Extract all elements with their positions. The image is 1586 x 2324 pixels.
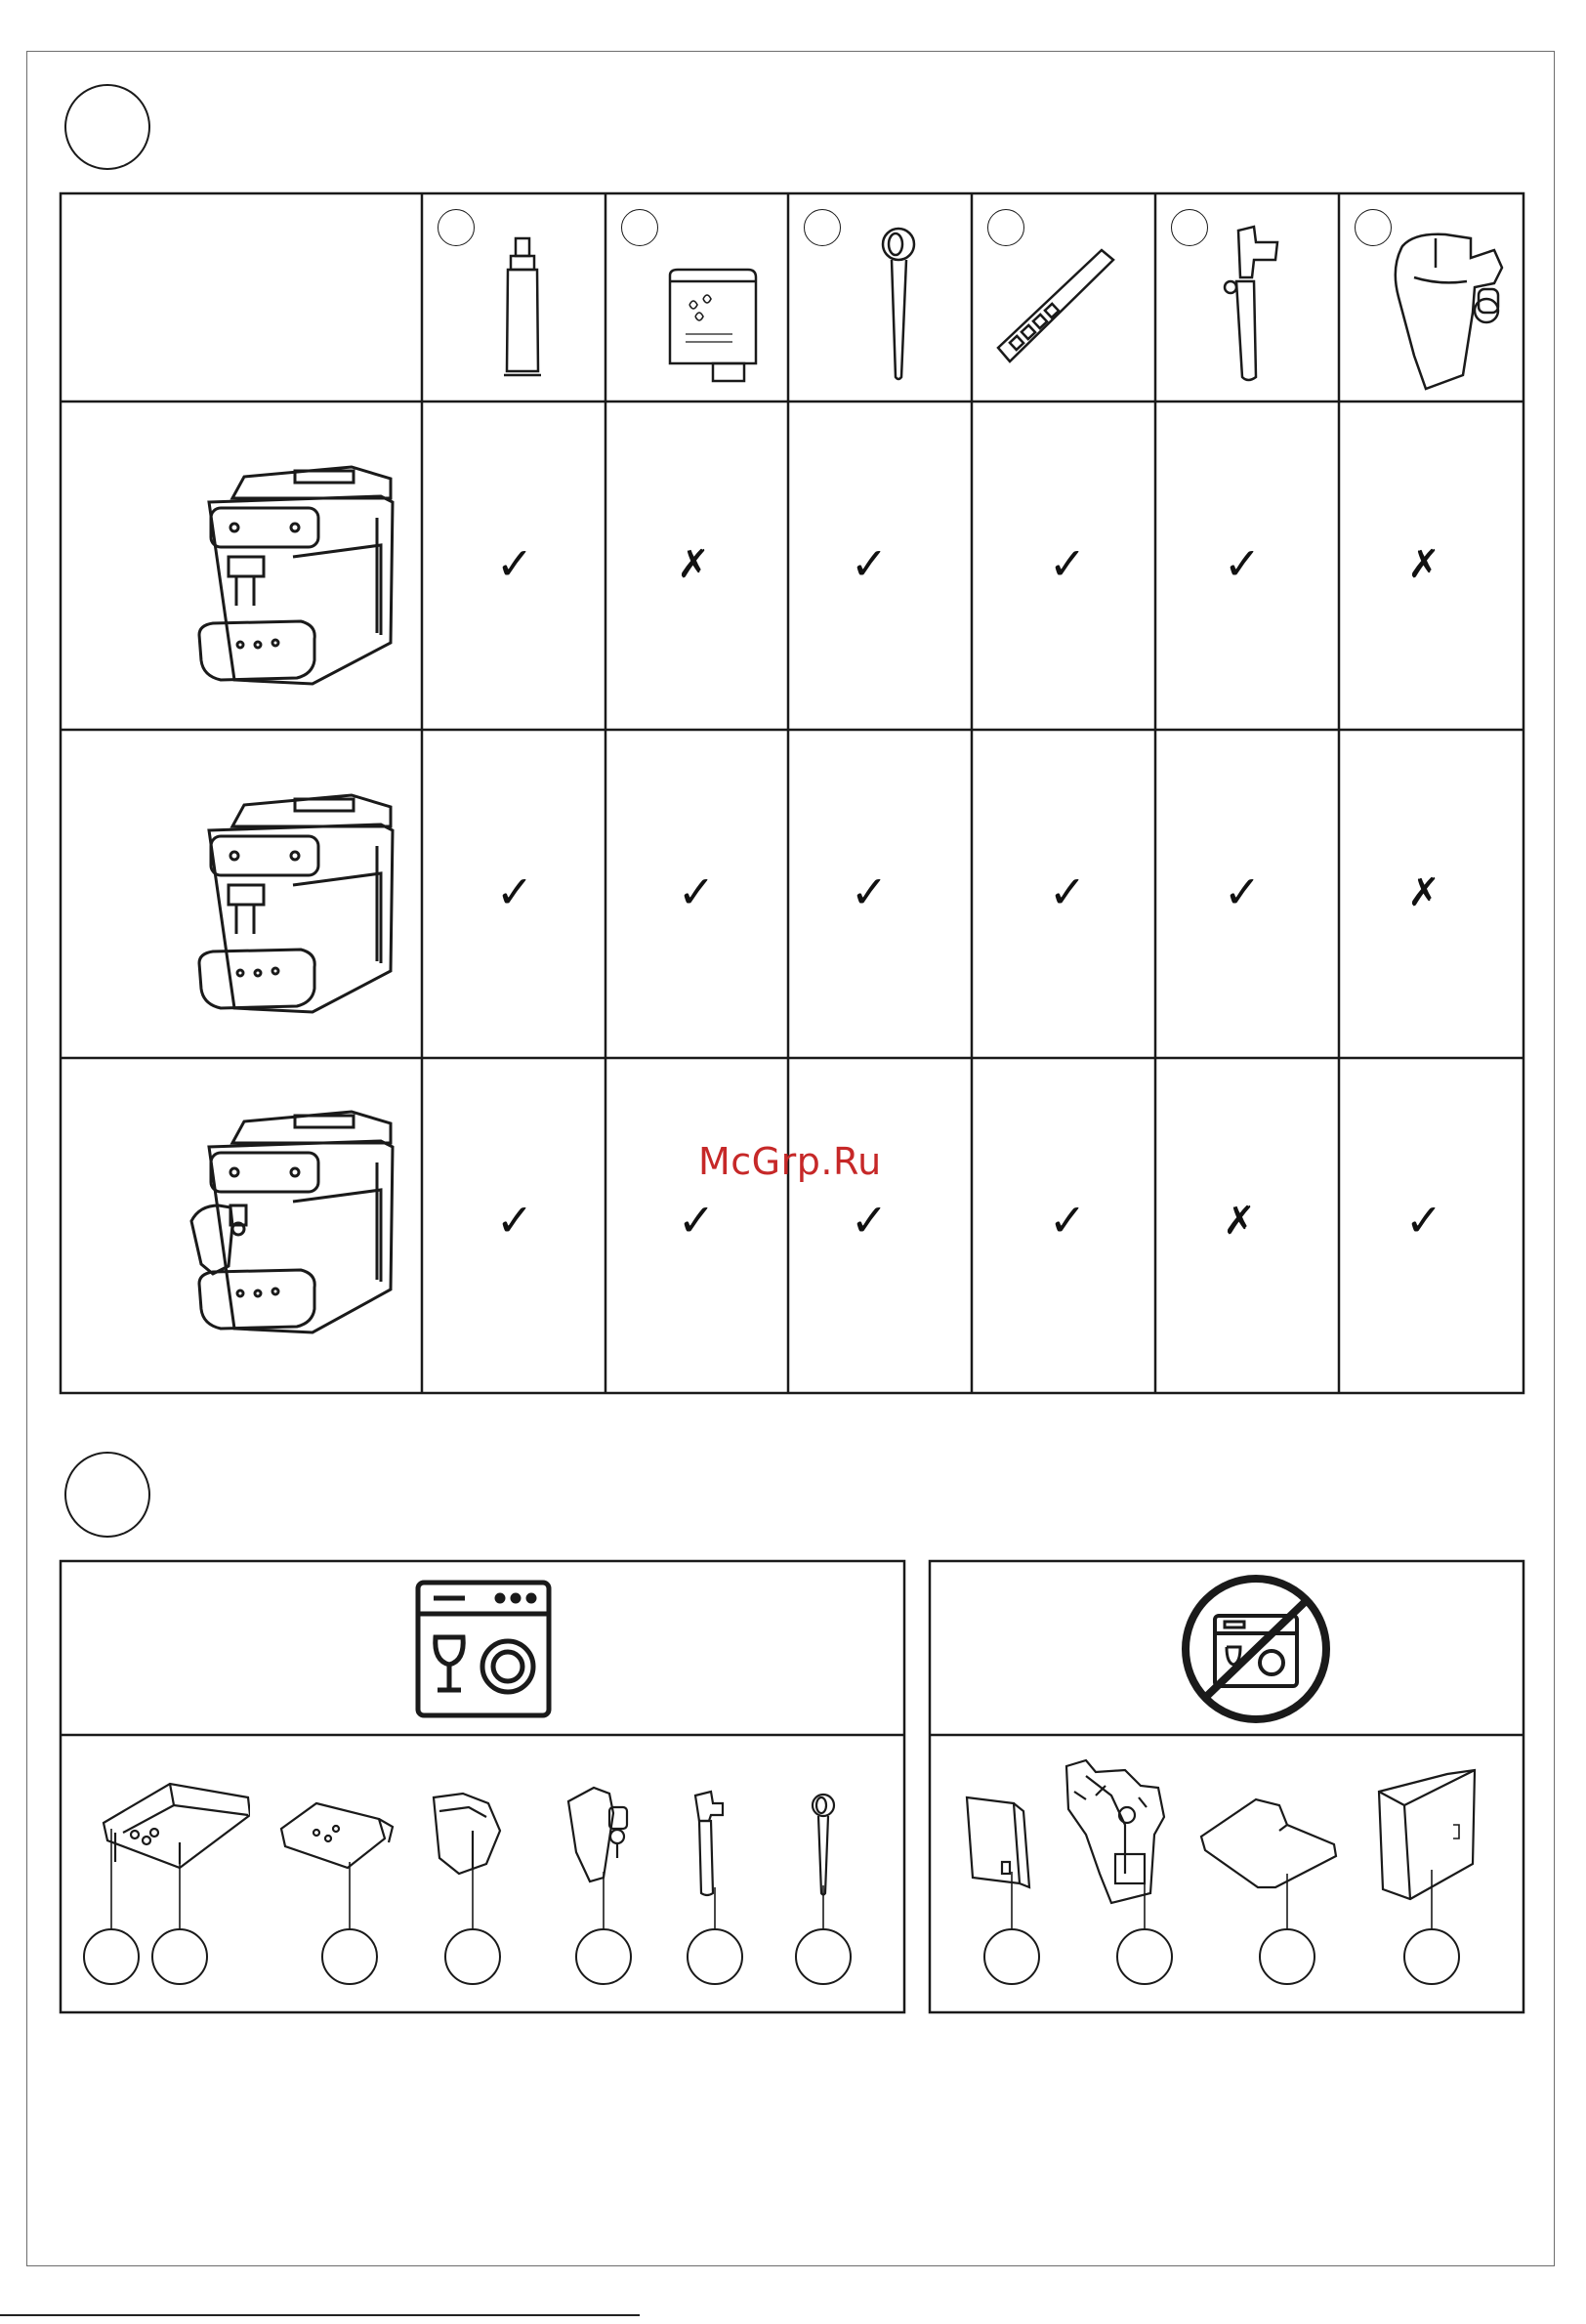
compatibility-mark: ✓ (850, 866, 889, 918)
part-number-marker (983, 1928, 1040, 1985)
part-number-marker (321, 1928, 378, 1985)
compatibility-mark: ✗ (1407, 542, 1440, 587)
compatibility-mark: ✓ (1048, 866, 1087, 918)
part-number-marker (575, 1928, 632, 1985)
part-number-marker (795, 1928, 852, 1985)
compatibility-mark: ✓ (1048, 537, 1087, 590)
compatibility-mark: ✗ (1223, 1199, 1256, 1244)
compatibility-mark: ✓ (1223, 866, 1262, 918)
compatibility-mark: ✓ (1404, 1194, 1443, 1247)
compatibility-mark: ✓ (495, 866, 534, 918)
part-number-marker (83, 1928, 140, 1985)
brew-group-icon (1057, 1756, 1174, 1905)
compatibility-mark: ✗ (677, 542, 710, 587)
part-number-marker (1259, 1928, 1315, 1985)
bean-hopper-lid-icon (1197, 1796, 1342, 1889)
watermark: McGrp.Ru (698, 1140, 882, 1183)
filter-icon (963, 1794, 1033, 1893)
compatibility-mark: ✓ (850, 537, 889, 590)
compatibility-mark: ✓ (850, 1194, 889, 1247)
part-number-marker (151, 1928, 208, 1985)
compatibility-mark: ✓ (1223, 537, 1262, 590)
compatibility-mark: ✓ (495, 1194, 534, 1247)
footer-rule (0, 2314, 640, 2316)
part-number-marker (1403, 1928, 1460, 1985)
compatibility-mark: ✓ (495, 537, 534, 590)
compatibility-mark: ✓ (677, 866, 716, 918)
compatibility-mark: ✓ (677, 1194, 716, 1247)
compatibility-mark: ✗ (1407, 870, 1440, 915)
part-number-marker (687, 1928, 743, 1985)
water-tank-icon (1375, 1766, 1479, 1903)
part-number-marker (1116, 1928, 1173, 1985)
part-number-marker (444, 1928, 501, 1985)
compatibility-mark: ✓ (1048, 1194, 1087, 1247)
